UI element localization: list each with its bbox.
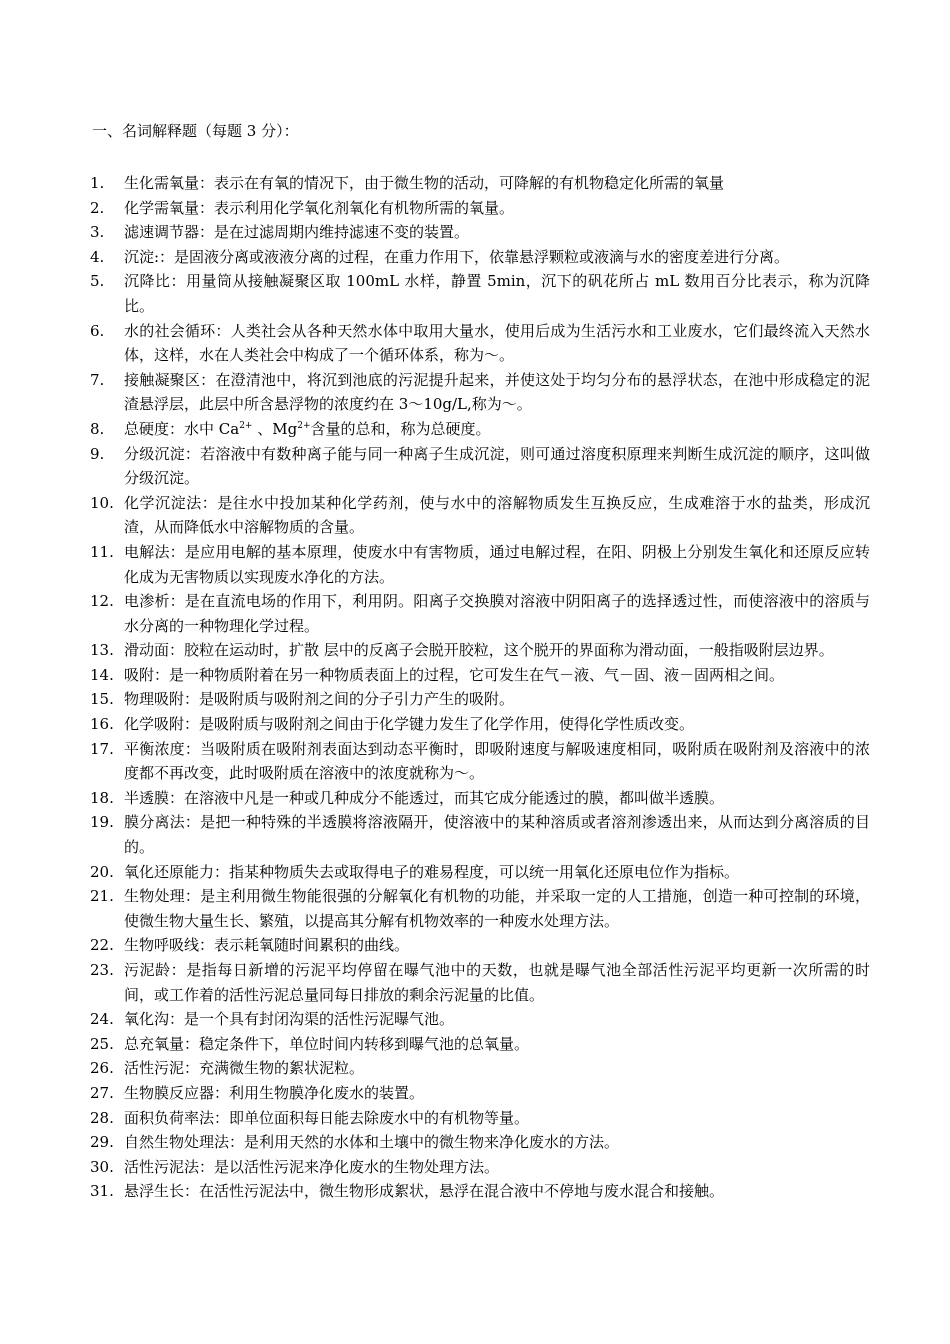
list-item [90, 1007, 870, 1032]
item-text: 化学需氧量：表示利用化学氧化剂氧化有机物所需的氧量。 [124, 198, 515, 217]
list-item [90, 540, 870, 589]
item-text: 活性污泥法：是以活性污泥来净化废水的生物处理方法。 [124, 1157, 500, 1176]
item-text: 生物膜反应器：利用生物膜净化废水的装置。 [124, 1083, 425, 1102]
item-text: 活性污泥：充满微生物的絮状泥粒。 [124, 1059, 365, 1078]
item-text: 电渗析：是在直流电场的作用下，利用阴。阳离子交换膜对溶液中阴阳离子的选择透过性，而使溶液中的溶质与水分离的一种物理化学过程。 [124, 592, 870, 635]
list-item [90, 786, 870, 811]
item-number: 11. [90, 542, 114, 561]
item-number: 19. [90, 813, 114, 832]
item-number: 21. [90, 887, 114, 906]
list-item [90, 884, 870, 933]
item-text: 自然生物处理法：是利用天然的水体和土壤中的微生物来净化废水的方法。 [124, 1133, 620, 1152]
superscript: 2+ [297, 420, 311, 431]
item-text: 接触凝聚区：在澄清池中，将沉到池底的污泥提升起来，并使这处于均匀分布的悬浮状态，在池中形成稳定的泥渣悬浮层，此层中所含悬浮物的浓度约在 3～10g/L,称为～。 [124, 370, 870, 414]
list-item [90, 368, 870, 417]
item-number: 27. [90, 1083, 114, 1102]
item-text: 化学沉淀法：是往水中投加某种化学药剂，使与水中的溶解物质发生互换反应，生成难溶于水的盐类，形成沉渣，从而降低水中溶解物质的含量。 [124, 493, 870, 537]
item-number: 16. [90, 715, 114, 734]
list-item [90, 442, 870, 491]
item-text: 分级沉淀：若溶液中有数种离子能与同一种离子生成沉淀，则可通过溶度积原理来判断生成沉淀的顺序，这叫做分级沉淀。 [124, 444, 870, 488]
item-number: 23. [90, 961, 114, 979]
item-number: 3. [90, 223, 105, 242]
list-item [90, 1032, 870, 1057]
item-text: 面积负荷率法：即单位面积每日能去除废水中的有机物等量。 [124, 1108, 530, 1127]
item-number: 20. [90, 862, 114, 881]
item-text: 沉淀:：是固液分离或液液分离的过程，在重力作用下，依靠悬浮颗粒或液滴与水的密度差进行分离。 [124, 247, 790, 266]
item-number: 1. [90, 174, 105, 192]
item-text: 氧化沟：是一个具有封闭沟渠的活性污泥曝气池。 [124, 1010, 455, 1029]
list-item [90, 860, 870, 885]
item-text-part: 总硬度：水中 Ca [124, 419, 240, 438]
list-item [90, 712, 870, 737]
item-number: 9. [90, 444, 105, 463]
item-text: 生物处理：是主利用微生物能很强的分解氧化有机物的功能，并采取一定的人工措施，创造一种可控制的环境，使微生物大量生长、繁殖，以提高其分解有机物效率的一种废水处理方法。 [124, 887, 870, 930]
item-text: 吸附：是一种物质附着在另一种物质表面上的过程，它可发生在气－液、气－固、液－固两相之间。 [124, 665, 785, 684]
item-text: 滑动面：胶粒在运动时，扩散 层中的反离子会脱开胶粒，这个脱开的界面称为滑动面，一般指吸附层边界。 [124, 641, 834, 660]
item-text: 电解法：是应用电解的基本原理，使废水中有害物质，通过电解过程，在阳、阴极上分别发生氧化和还原反应转化成为无害物质以实现废水净化的方法。 [124, 542, 870, 586]
item-text: 平衡浓度：当吸附质在吸附剂表面达到动态平衡时，即吸附速度与解吸速度相同，吸附质在吸附剂及溶液中的浓度都不再改变，此时吸附质在溶液中的浓度就称为～。 [124, 739, 870, 783]
item-text: 化学吸附：是吸附质与吸附剂之间由于化学键力发生了化学作用，使得化学性质改变。 [124, 715, 695, 734]
item-text: 污泥龄：是指每日新增的污泥平均停留在曝气池中的天数，也就是曝气池全部活性污泥平均更新一次所需的时间，或工作着的活性污泥总量同每日排放的剩余污泥量的比值。 [124, 961, 870, 1004]
item-number: 18. [90, 788, 114, 807]
list-item [90, 491, 870, 540]
item-number: 6. [90, 321, 105, 340]
item-text: 沉降比：用量筒从接触凝聚区取 100mL 水样，静置 5min，沉下的矾花所占 mL 数用百分比表示，称为沉降比。 [124, 272, 870, 315]
item-number: 8. [90, 419, 105, 438]
item-text: 滤速调节器：是在过滤周期内维持滤速不变的装置。 [124, 223, 470, 242]
item-number: 31. [90, 1182, 114, 1201]
item-number: 2. [90, 198, 105, 217]
list-item [90, 1179, 870, 1204]
superscript: 2+ [239, 420, 253, 431]
item-number: 10. [90, 493, 114, 512]
item-number: 4. [90, 247, 105, 266]
item-text: 半透膜：在溶液中凡是一种或几种成分不能透过，而其它成分能透过的膜，都叫做半透膜。 [124, 788, 725, 807]
section-title: 一、名词解释题（每题 3 分）： [92, 122, 299, 140]
list-item [90, 958, 870, 1007]
item-text [124, 417, 870, 442]
list-item [90, 589, 870, 638]
list-item [90, 196, 870, 221]
list-item [90, 687, 870, 712]
list-item [90, 245, 870, 270]
list-item [90, 737, 870, 786]
item-text: 悬浮生长：在活性污泥法中，微生物形成絮状，悬浮在混合液中不停地与废水混合和接触。 [124, 1182, 725, 1201]
item-number: 5. [90, 272, 105, 291]
list-item [90, 933, 870, 958]
list-item [90, 417, 870, 442]
list-item [90, 663, 870, 688]
list-item [90, 810, 870, 859]
definition-list [90, 171, 870, 1204]
item-text: 物理吸附：是吸附质与吸附剂之间的分子引力产生的吸附。 [124, 690, 515, 709]
list-item [90, 269, 870, 318]
item-number: 13. [90, 641, 114, 660]
list-item [90, 220, 870, 245]
list-item [90, 1106, 870, 1131]
item-text-part: 、Mg [252, 419, 298, 438]
list-item [90, 171, 870, 196]
item-number: 14. [90, 665, 114, 684]
item-number: 15. [90, 690, 114, 709]
item-text-part: 含量的总和，称为总硬度。 [310, 419, 491, 438]
item-number: 12. [90, 592, 114, 611]
list-item [90, 1081, 870, 1106]
item-text: 生化需氧量：表示在有氧的情况下，由于微生物的活动，可降解的有机物稳定化所需的氧量 [124, 174, 725, 192]
item-number: 25. [90, 1034, 114, 1053]
list-item [90, 1155, 870, 1180]
list-item [90, 638, 870, 663]
item-number: 24. [90, 1010, 114, 1029]
item-number: 7. [90, 370, 105, 389]
item-number: 28. [90, 1108, 114, 1127]
list-item [90, 319, 870, 368]
list-item [90, 1130, 870, 1155]
item-number: 30. [90, 1157, 114, 1176]
item-text: 生物呼吸线：表示耗氧随时间累积的曲线。 [124, 936, 410, 955]
item-number: 29. [90, 1133, 114, 1152]
list-item [90, 1056, 870, 1081]
item-number: 17. [90, 739, 114, 758]
item-text: 总充氧量：稳定条件下，单位时间内转移到曝气池的总氧量。 [124, 1034, 530, 1053]
item-number: 26. [90, 1059, 114, 1078]
item-number: 22. [90, 936, 114, 955]
item-text: 水的社会循环：人类社会从各种天然水体中取用大量水，使用后成为生活污水和工业废水，它们最终流入天然水体，这样，水在人类社会中构成了一个循环体系，称为～。 [124, 321, 870, 365]
item-text: 氧化还原能力：指某种物质失去或取得电子的难易程度，可以统一用氧化还原电位作为指标。 [124, 862, 740, 881]
item-text: 膜分离法：是把一种特殊的半透膜将溶液隔开，使溶液中的某种溶质或者溶剂渗透出来，从而达到分离溶质的目的。 [124, 813, 870, 857]
